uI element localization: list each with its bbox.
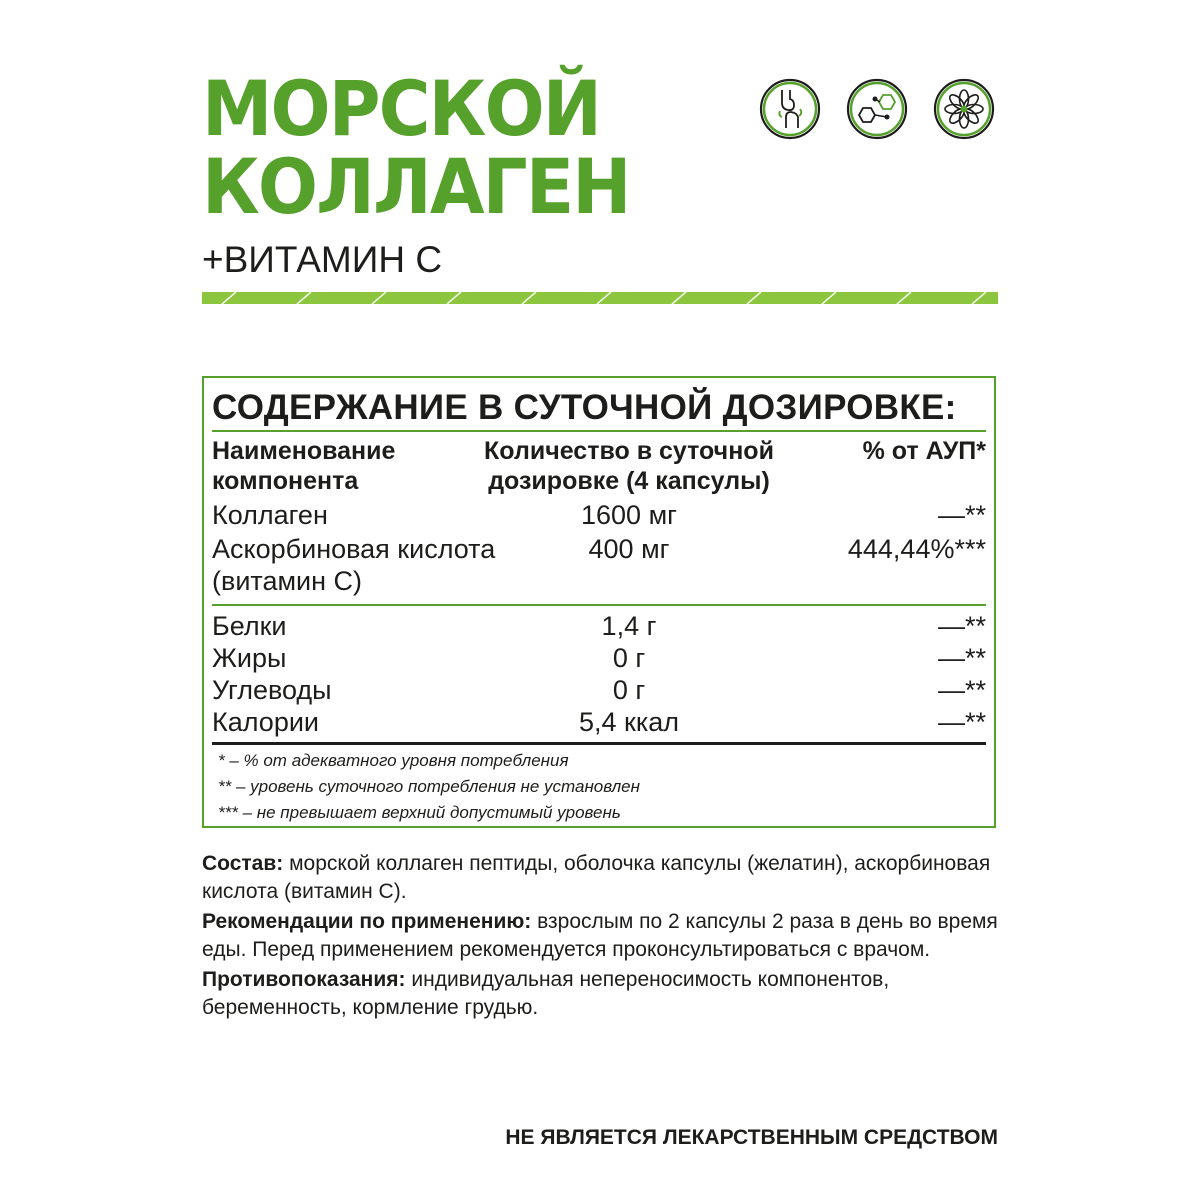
usage-label: Рекомендации по применению: <box>202 910 532 933</box>
component-percent: —** <box>937 500 986 530</box>
component-amount: 400 мг <box>588 534 670 564</box>
header-name: Наименование компонента <box>212 437 396 495</box>
joint-icon <box>758 77 822 141</box>
footnote: * – % от адекватного уровня потребления <box>218 751 569 770</box>
nutrient-name: Белки <box>212 611 287 641</box>
disclaimer: НЕ ЯВЛЯЕТСЯ ЛЕКАРСТВЕННЫМ СРЕДСТВОМ <box>505 1126 998 1149</box>
nutrient-amount: 5,4 ккал <box>578 707 680 737</box>
nutrient-amount: 1,4 г <box>601 611 657 641</box>
product-title <box>202 64 630 231</box>
composition-text: морской коллаген пептиды, оболочка капсулы (желатин), аскорбиновая кислота (витамин С). <box>202 852 991 903</box>
component-name: Аскорбиновая кислота <box>212 534 496 564</box>
molecule-icon <box>845 77 909 141</box>
decorative-stripe <box>202 292 998 304</box>
component-percent: 444,44%*** <box>847 534 986 564</box>
nutrient-name: Углеводы <box>212 675 332 705</box>
footnote: *** – не превышает верхний допустимый уровень <box>218 803 621 822</box>
contraindications-label: Противопоказания: <box>202 968 406 991</box>
component-name: Коллаген <box>212 500 328 530</box>
nutrient-percent: —** <box>937 707 986 737</box>
daily-dose-table <box>202 376 996 828</box>
title-divider <box>212 430 986 432</box>
section-divider <box>212 604 986 606</box>
usage-text: взрослым по 2 капсулы 2 раза в день во время еды. Перед применением рекомендуется проконсультироваться с врачом. <box>202 910 998 961</box>
nutrient-amount: 0 г <box>612 643 646 673</box>
title-line-1: МОРСКОЙ <box>202 64 601 153</box>
nutrient-percent: —** <box>937 643 986 673</box>
table-bottom-rule <box>212 742 986 745</box>
nutrient-percent: —** <box>937 611 986 641</box>
feature-icons <box>758 77 996 141</box>
component-name-note: (витамин С) <box>212 566 363 596</box>
component-amount: 1600 мг <box>581 500 677 530</box>
contraindications-paragraph <box>202 966 1002 1022</box>
composition-paragraph <box>202 850 1002 906</box>
header-percent: % от АУП* <box>862 437 986 465</box>
composition-label: Состав: <box>202 852 284 875</box>
nutrient-percent: —** <box>937 675 986 705</box>
header-amount: Количество в суточной дозировке (4 капсулы) <box>484 437 774 495</box>
title-line-2: КОЛЛАГЕН <box>202 142 630 231</box>
nutrient-name: Жиры <box>212 643 287 673</box>
footnotes <box>218 748 640 826</box>
footnote: ** – уровень суточного потребления не установлен <box>218 777 640 796</box>
contraindications-text: индивидуальная непереносимость компонентов, беременность, кормление грудью. <box>202 968 890 1019</box>
usage-paragraph <box>202 908 1002 964</box>
product-description <box>202 850 1002 1024</box>
nutrient-amount: 0 г <box>612 675 646 705</box>
nutrient-name: Калории <box>212 707 319 737</box>
table-title: СОДЕРЖАНИЕ В СУТОЧНОЙ ДОЗИРОВКЕ: <box>212 388 957 427</box>
flower-icon <box>932 77 996 141</box>
product-subtitle: +ВИТАМИН С <box>202 239 443 280</box>
